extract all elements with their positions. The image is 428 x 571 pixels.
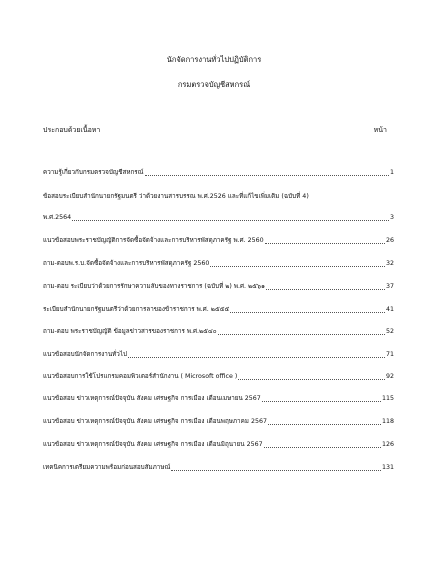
toc-entry-text: แนวข้อสอบนักจัดการงานทั่วไป bbox=[43, 351, 127, 358]
toc-entry bbox=[43, 440, 394, 450]
toc-header-label: ประกอบด้วยเนื้อหา bbox=[43, 126, 101, 134]
toc-entry bbox=[43, 417, 394, 427]
toc-entry-text: ถาม-ตอบพ.ร.บ.จัดซื้อจัดจ้างและการบริหารพัสดุภาครัฐ 2560 bbox=[43, 260, 210, 267]
toc-entry-text: ถาม-ตอบ ระเบียบว่าด้วยการรักษาความลับของทางราชการ (ฉบับที่ ๒) พ.ศ. ๒๕๖๑ bbox=[43, 283, 265, 290]
toc-entry bbox=[43, 282, 394, 292]
toc-header-page-label: หน้า bbox=[373, 126, 387, 134]
toc-entry-text: แนวข้อสอบการใช้โปรแกรมคอมพิวเตอร์สำนักงาน ( Microsoft office ) bbox=[43, 373, 238, 380]
toc-entry-text: เทคนิคการเตรียมความพร้อมก่อนสอบสัมภาษณ์ bbox=[43, 464, 171, 471]
toc-leader-dots bbox=[145, 174, 389, 176]
toc-leader-dots bbox=[265, 242, 385, 244]
toc-entry bbox=[43, 305, 394, 315]
toc-entry-text: ระเบียบสำนักนายกรัฐมนตรีว่าด้วยการลาของข้าราชการ พ.ศ. ๒๕๕๕ bbox=[43, 306, 230, 313]
toc-entry-text: พ.ศ.2564 bbox=[43, 214, 72, 221]
document-title: นักจัดการงานทั่วไปปฏิบัติการ bbox=[166, 55, 262, 64]
toc-entry bbox=[43, 213, 394, 223]
toc-entry-page: 71 bbox=[385, 351, 394, 358]
toc-entry-text: แนวข้อสอบ ข่าวเหตุการณ์ปัจจุบัน สังคม เศรษฐกิจ การเมือง เดือนมิถุนายน 2567 bbox=[43, 441, 263, 448]
toc-entry-page: 41 bbox=[385, 306, 394, 313]
toc-entry bbox=[43, 372, 394, 382]
toc-entry-page: 3 bbox=[389, 214, 394, 221]
toc-leader-dots bbox=[218, 333, 385, 335]
toc-entry-text: ความรู้เกี่ยวกับกรมตรวจบัญชีสหกรณ์ bbox=[43, 169, 144, 176]
toc-entry-text: แนวข้อสอบ ข่าวเหตุการณ์ปัจจุบัน สังคม เศรษฐกิจ การเมือง เดือนพฤษภาคม 2567 bbox=[43, 418, 267, 425]
toc-leader-dots bbox=[238, 378, 385, 380]
toc-entry-page: 52 bbox=[385, 328, 394, 335]
toc-entry bbox=[43, 236, 394, 246]
toc-leader-dots bbox=[264, 446, 381, 448]
toc-entry bbox=[43, 192, 394, 202]
toc-entry-page: 115 bbox=[381, 395, 394, 402]
toc-entry-page: 118 bbox=[381, 418, 394, 425]
toc-entry-page: 126 bbox=[381, 441, 394, 448]
toc-entry bbox=[43, 350, 394, 360]
toc-leader-dots bbox=[72, 219, 389, 221]
toc-entry bbox=[43, 259, 394, 269]
toc-entry-text: แนวข้อสอบพระราชบัญญัติการจัดซื้อจัดจ้างและการบริหารพัสดุภาครัฐ พ.ศ. 2560 bbox=[43, 237, 264, 244]
toc-entry-page: 37 bbox=[385, 283, 394, 290]
toc-leader-dots bbox=[210, 265, 385, 267]
toc-entry-text: ถาม-ตอบ พระราชบัญญัติ ข้อมูลข่าวสารของราชการ พ.ศ.๒๕๔๐ bbox=[43, 328, 217, 335]
toc-entry bbox=[43, 394, 394, 404]
toc-entry bbox=[43, 463, 394, 473]
toc-entry-page: 131 bbox=[381, 464, 394, 471]
toc-entry-page: 1 bbox=[389, 169, 394, 176]
toc-entry-text: แนวข้อสอบ ข่าวเหตุการณ์ปัจจุบัน สังคม เศรษฐกิจ การเมือง เดือนเมษายน 2567 bbox=[43, 395, 261, 402]
toc-entry-page: 26 bbox=[385, 237, 394, 244]
toc-entry bbox=[43, 168, 394, 178]
toc-leader-dots bbox=[128, 356, 385, 358]
toc-leader-dots bbox=[230, 311, 385, 313]
toc-entry-text: ข้อสอบระเบียบสำนักนายกรัฐมนตรี ว่าด้วยงานสารบรรณ พ.ศ.2526 และที่แก้ไขเพิ่มเติม (ฉบับที่ 4) bbox=[43, 193, 309, 200]
toc-entry bbox=[43, 327, 394, 337]
toc-leader-dots bbox=[266, 288, 385, 290]
document-subtitle: กรมตรวจบัญชีสหกรณ์ bbox=[177, 80, 251, 89]
toc-leader-dots bbox=[262, 400, 381, 402]
toc-entry-page: 32 bbox=[385, 260, 394, 267]
toc-leader-dots bbox=[171, 469, 381, 471]
toc-leader-dots bbox=[268, 423, 381, 425]
toc-entry-page: 92 bbox=[385, 373, 394, 380]
